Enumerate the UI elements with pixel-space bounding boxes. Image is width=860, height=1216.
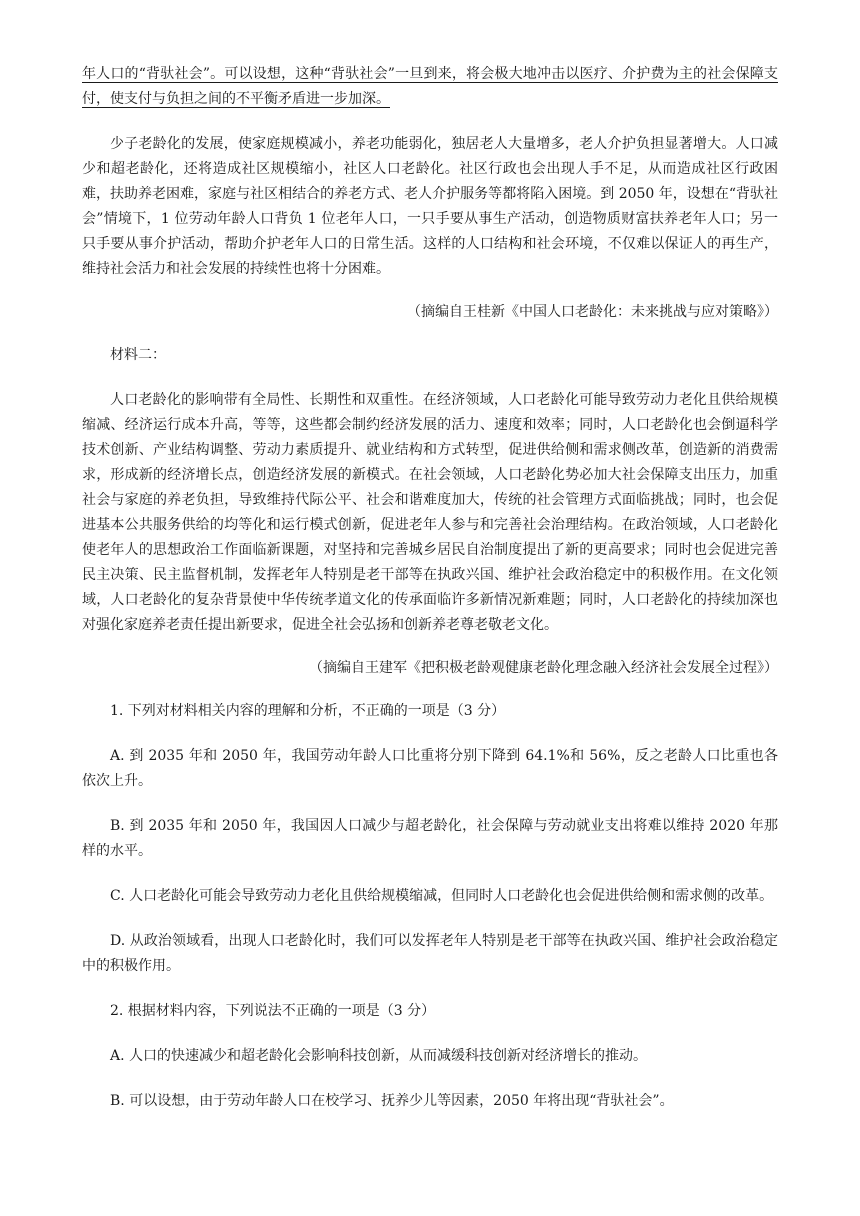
material2-label: 材料二： xyxy=(110,347,166,363)
material1-tail-paragraph: 年人口的“背驮社会”。可以设想，这种“背驮社会”一旦到来，将会极大地冲击以医疗、介护费为主的社会保障支付，使支付与负担之间的不平衡矛盾进一步加深。 xyxy=(82,66,778,107)
question-2-option-b: B. 可以设想，由于劳动年龄人口在校学习、抚养少儿等因素，2050 年将出现“背驮社会”。 xyxy=(110,1093,674,1109)
question-1-option-d: D. 从政治领域看，出现人口老龄化时，我们可以发挥老年人特别是老干部等在执政兴国、维护社会政治稳定中的积极作用。 xyxy=(82,933,778,974)
source-citation-2: （摘编自王建军《把积极老龄观健康老龄化理念融入经济社会发展全过程》） xyxy=(309,660,778,676)
question-2-option-a: A. 人口的快速减少和超老龄化会影响科技创新，从而减缓科技创新对经济增长的推动。 xyxy=(110,1048,648,1064)
question-1-stem: 1. 下列对材料相关内容的理解和分析，不正确的一项是（3 分） xyxy=(110,703,506,719)
question-1-option-c: C. 人口老龄化可能会导致劳动力老化且供给规模缩减，但同时人口老龄化也会促进供给侧和需求侧的改革。 xyxy=(110,888,774,904)
question-2-stem: 2. 根据材料内容，下列说法不正确的一项是（3 分） xyxy=(110,1003,436,1019)
material1-paragraph-2: 少子老龄化的发展，使家庭规模减小，养老功能弱化，独居老人大量增多，老人介护负担显著增大。人口减少和超老龄化，还将造成社区规模缩小，社区人口老龄化。社区行政也会出现人手不足，从而造成社区行政困难，扶助养老困难，家庭与社区相结合的养老方式、老人介护服务等都将陷入困境。到 2050 年，设想在“背驮社会”情境下，1 位劳动年龄人口背负 1 位老年人口，一只手要从事生产活动，创造物质财富扶养老年人口；另一只手要从事介护活动，帮助介护老年人口的日常生活。这样的人口结构和社会环境，不仅难以保证人的再生产，维持社会活力和社会发展的持续性也将十分困难。 xyxy=(82,136,778,277)
document-page xyxy=(82,62,778,1114)
question-1-option-b: B. 到 2035 年和 2050 年，我国因人口减少与超老龄化，社会保障与劳动就业支出将难以维持 2020 年那样的水平。 xyxy=(82,818,778,859)
material2-paragraph: 人口老龄化的影响带有全局性、长期性和双重性。在经济领域，人口老龄化可能导致劳动力老化且供给规模缩减、经济运行成本升高，等等，这些都会制约经济发展的活力、速度和效率；同时，人口老龄化也会倒逼科学技术创新、产业结构调整、劳动力素质提升、就业结构和方式转型，促进供给侧和需求侧改革，创造新的消费需求，形成新的经济增长点，创造经济发展的新模式。在社会领域，人口老龄化势必加大社会保障支出压力，加重社会与家庭的养老负担，导致维持代际公平、社会和谐难度加大，传统的社会管理方式面临挑战；同时，也会促进基本公共服务供给的均等化和运行模式创新，促进老年人参与和完善社会治理结构。在政治领域，人口老龄化使老年人的思想政治工作面临新课题，对坚持和完善城乡居民自治制度提出了新的更高要求；同时也会促进完善民主决策、民主监督机制，发挥老年人特别是老干部等在执政兴国、维护社会政治稳定中的积极作用。在文化领域，人口老龄化的复杂背景使中华传统孝道文化的传承面临许多新情况新难题；同时，人口老龄化的持续加深也对强化家庭养老责任提出新要求，促进全社会弘扬和创新养老尊老敬老文化。 xyxy=(82,392,778,633)
source-citation-1: （摘编自王桂新《中国人口老龄化：未来挑战与应对策略》） xyxy=(407,304,778,320)
question-1-option-a: A. 到 2035 年和 2050 年，我国劳动年龄人口比重将分别下降到 64.1%和 56%，反之老龄人口比重也各依次上升。 xyxy=(82,748,778,789)
